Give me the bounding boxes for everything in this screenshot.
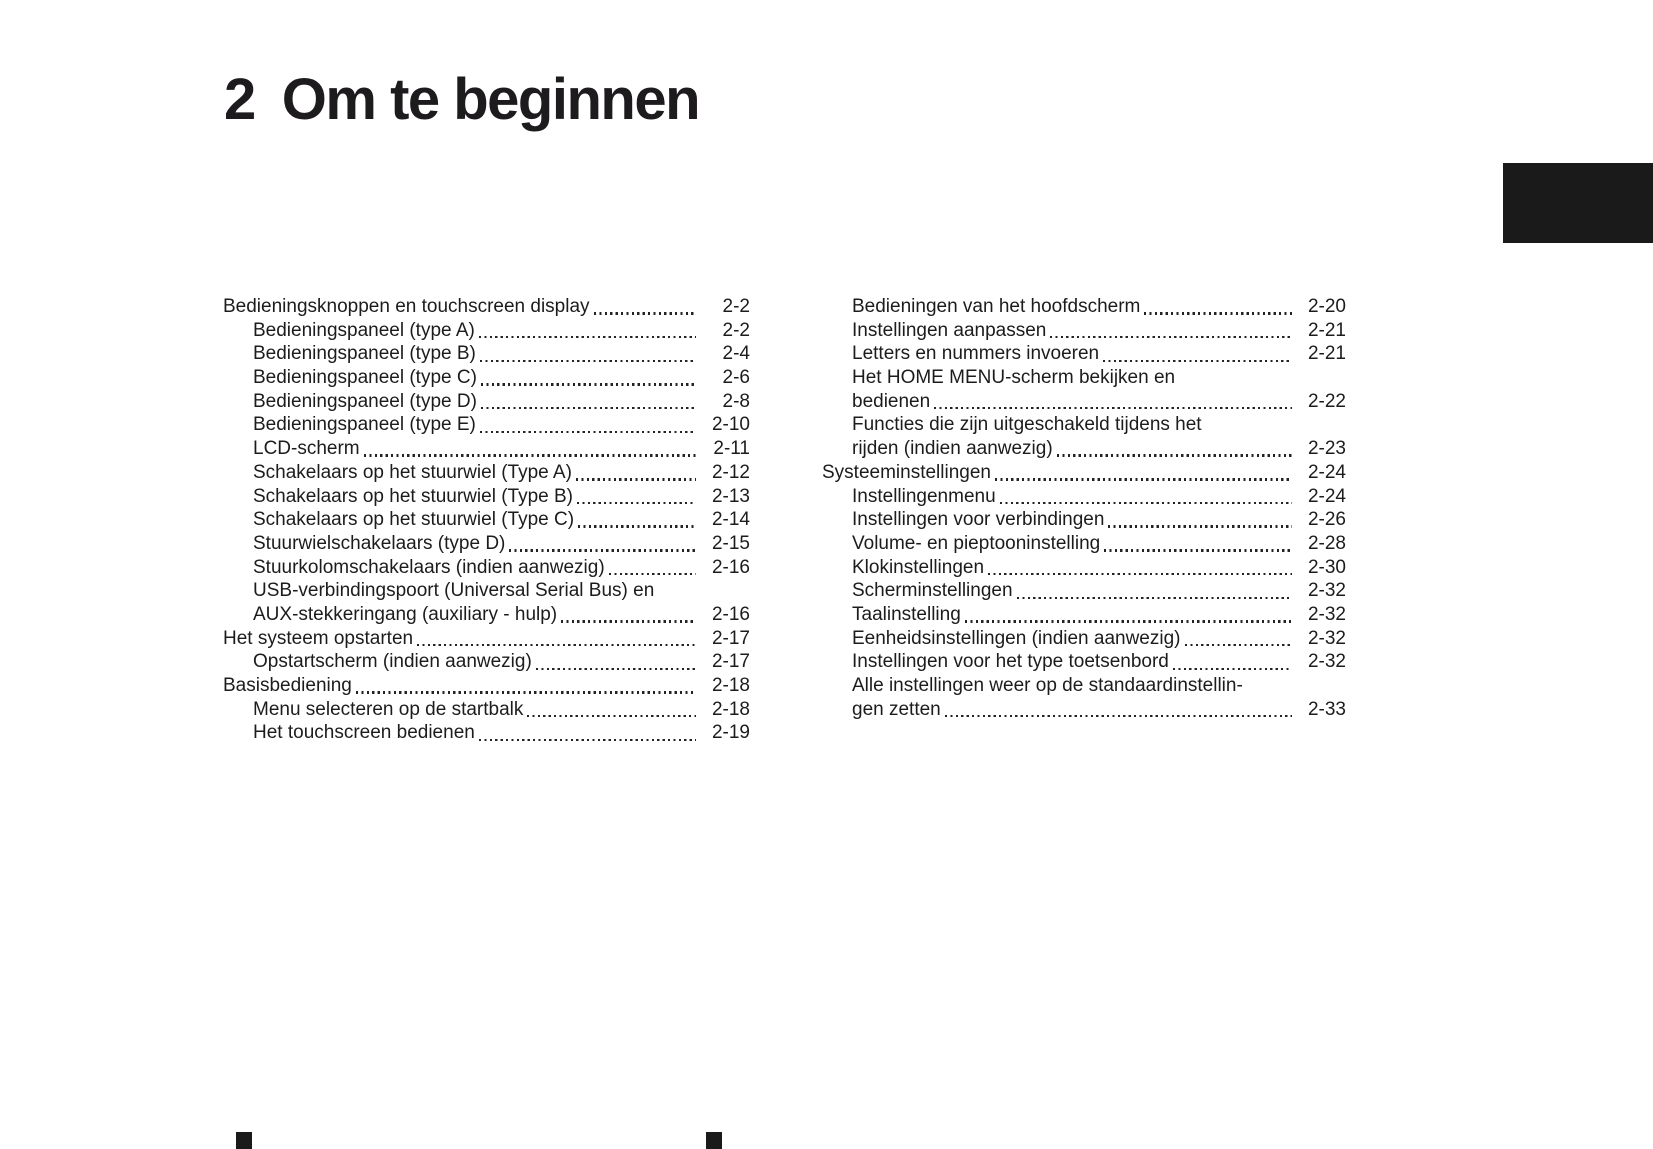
toc-entry-label: Bedieningspaneel (type B)	[253, 343, 476, 365]
leader-dots	[1104, 549, 1292, 551]
toc-entry	[822, 556, 1346, 580]
toc-entry	[223, 437, 750, 461]
toc-entry	[822, 413, 1346, 437]
toc-entry	[822, 627, 1346, 651]
toc-entry-page: 2-13	[711, 485, 750, 507]
leader-dots	[577, 502, 696, 504]
toc-entry	[223, 319, 750, 343]
leader-dots	[578, 525, 696, 527]
leader-dots	[1050, 336, 1292, 338]
toc-entry-label: Stuurwielschakelaars (type D)	[253, 532, 506, 554]
toc-entry-page: 2-8	[722, 390, 750, 412]
toc-entry-page: 2-16	[711, 603, 750, 625]
fold-mark-right	[706, 1132, 722, 1149]
toc-entry	[822, 698, 1346, 722]
toc-entry-page: 2-16	[711, 556, 750, 578]
leader-dots	[480, 360, 696, 362]
toc-entry-page: 2-24	[1307, 485, 1346, 507]
leader-dots	[364, 454, 696, 456]
leader-dots	[1185, 644, 1293, 646]
toc-entry-page: 2-26	[1307, 509, 1346, 531]
leader-dots	[561, 620, 696, 622]
toc-entry	[822, 461, 1346, 485]
toc-entry-label: Het systeem opstarten	[223, 627, 414, 649]
toc-entry	[822, 319, 1346, 343]
toc-entry-page: 2-17	[711, 627, 750, 649]
toc-entry-page: 2-22	[1307, 390, 1346, 412]
toc-entry-label: gen zetten	[852, 698, 941, 720]
toc-entry-page: 2-18	[711, 675, 750, 696]
toc-entry	[223, 295, 750, 319]
toc-entry-label: rijden (indien aanwezig)	[852, 438, 1053, 460]
toc-entry-label: Het HOME MENU-scherm bekijken en	[852, 367, 1176, 389]
toc-entry-label: Eenheidsinstellingen (indien aanwezig)	[852, 627, 1181, 649]
toc-entry	[822, 485, 1346, 509]
toc-entry-label: Bedieningsknoppen en touchscreen display	[223, 296, 590, 317]
chapter-heading	[224, 66, 699, 133]
leader-dots	[988, 573, 1292, 575]
toc-entry	[223, 579, 750, 603]
toc-entry-label: Schakelaars op het stuurwiel (Type A)	[253, 461, 572, 483]
toc-entry	[223, 556, 750, 580]
toc-entry	[822, 295, 1346, 319]
toc-entry	[223, 627, 750, 651]
leader-dots	[1173, 668, 1292, 670]
toc-entry	[223, 366, 750, 390]
toc-entry	[822, 650, 1346, 674]
toc-entry-page: 2-32	[1307, 627, 1346, 649]
toc-entry-label: AUX-stekkeringang (auxiliary - hulp)	[253, 603, 558, 625]
toc-entry-page: 2-14	[711, 509, 750, 531]
leader-dots	[480, 431, 696, 433]
chapter-side-tab	[1503, 163, 1653, 243]
toc-entry	[822, 366, 1346, 390]
leader-dots	[479, 336, 696, 338]
toc-entry-page: 2-15	[711, 532, 750, 554]
toc-entry-label: Instellingenmenu	[852, 485, 996, 507]
toc-entry	[822, 603, 1346, 627]
toc-entry-label: Klokinstellingen	[852, 556, 985, 578]
toc-entry	[822, 674, 1346, 698]
leader-dots	[934, 407, 1292, 409]
leader-dots	[965, 620, 1292, 622]
leader-dots	[1103, 360, 1292, 362]
toc-column-right	[822, 295, 1346, 721]
toc-entry-page: 2-18	[711, 698, 750, 720]
toc-entry-label: Taalinstelling	[852, 603, 961, 625]
toc-entry	[822, 342, 1346, 366]
leader-dots	[356, 691, 696, 693]
leader-dots	[527, 715, 696, 717]
toc-entry-label: Stuurkolomschakelaars (indien aanwezig)	[253, 556, 605, 578]
toc-entry-label: Schakelaars op het stuurwiel (Type C)	[253, 509, 575, 531]
toc-entry	[822, 508, 1346, 532]
toc-entry-page: 2-4	[722, 343, 750, 365]
leader-dots	[481, 407, 696, 409]
toc-entry-page: 2-6	[722, 367, 750, 389]
leader-dots	[417, 644, 696, 646]
leader-dots	[509, 549, 696, 551]
toc-entry	[223, 650, 750, 674]
toc-entry-page: 2-23	[1307, 438, 1346, 460]
toc-entry-label: Alle instellingen weer op de standaardinstellin-	[852, 675, 1243, 696]
toc-entry	[822, 532, 1346, 556]
leader-dots	[481, 383, 696, 385]
leader-dots	[1000, 502, 1292, 504]
toc-entry-label: Schakelaars op het stuurwiel (Type B)	[253, 485, 573, 507]
leader-dots	[945, 715, 1292, 717]
toc-entry-label: Systeeminstellingen	[822, 461, 991, 483]
toc-entry-page: 2-24	[1307, 461, 1346, 483]
toc-entry	[223, 390, 750, 414]
leader-dots	[609, 573, 696, 575]
toc-entry-label: Instellingen voor verbindingen	[852, 509, 1105, 531]
toc-entry-label: USB-verbindingspoort (Universal Serial Bus) en	[253, 580, 655, 602]
chapter-title: Om te beginnen	[281, 67, 700, 132]
toc-entry	[223, 413, 750, 437]
toc-entry	[822, 437, 1346, 461]
toc-entry-label: Scherminstellingen	[852, 580, 1013, 602]
toc-entry-label: Bedieningspaneel (type E)	[253, 414, 476, 436]
leader-dots	[594, 312, 696, 314]
toc-entry-label: Bedieningspaneel (type D)	[253, 390, 477, 412]
toc-entry-page: 2-21	[1307, 343, 1346, 365]
toc-entry-page: 2-21	[1307, 319, 1346, 341]
toc-entry-page: 2-19	[711, 722, 750, 744]
leader-dots	[1144, 312, 1292, 314]
toc-entry	[223, 603, 750, 627]
toc-entry-label: Bedieningspaneel (type C)	[253, 367, 477, 389]
leader-dots	[1108, 525, 1292, 527]
toc-entry-label: Bedieningen van het hoofdscherm	[852, 296, 1141, 317]
toc-entry-page: 2-30	[1307, 556, 1346, 578]
toc-entry	[822, 579, 1346, 603]
toc-entry-label: Het touchscreen bedienen	[253, 722, 475, 744]
toc-entry	[223, 698, 750, 722]
toc-entry	[223, 532, 750, 556]
toc-column-left	[223, 295, 750, 745]
toc-entry-page: 2-20	[1307, 296, 1346, 317]
toc-entry-label: Basisbediening	[223, 675, 352, 696]
leader-dots	[995, 478, 1292, 480]
toc-entry-label: Menu selecteren op de startbalk	[253, 698, 524, 720]
leader-dots	[1017, 597, 1292, 599]
leader-dots	[479, 739, 696, 741]
toc-entry-page: 2-32	[1307, 651, 1346, 673]
toc-entry-label: LCD-scherm	[253, 438, 360, 460]
toc-entry-label: Letters en nummers invoeren	[852, 343, 1100, 365]
toc-entry-page: 2-32	[1307, 580, 1346, 602]
leader-dots	[576, 478, 696, 480]
toc-entry	[223, 485, 750, 509]
toc-entry-page: 2-12	[711, 461, 750, 483]
toc-entry	[223, 508, 750, 532]
toc-entry-page: 2-11	[713, 438, 750, 460]
toc-entry-label: Instellingen voor het type toetsenbord	[852, 651, 1169, 673]
leader-dots	[1057, 454, 1292, 456]
toc-entry	[223, 721, 750, 745]
toc-entry-page: 2-10	[711, 414, 750, 436]
toc-entry	[223, 674, 750, 698]
toc-entry-label: Volume- en pieptooninstelling	[852, 532, 1101, 554]
toc-entry-label: Opstartscherm (indien aanwezig)	[253, 651, 532, 673]
leader-dots	[536, 668, 696, 670]
toc-entry	[223, 342, 750, 366]
toc-entry-label: bedienen	[852, 390, 931, 412]
toc-entry-label: Instellingen aanpassen	[852, 319, 1047, 341]
toc-entry	[223, 461, 750, 485]
toc-entry-page: 2-28	[1307, 532, 1346, 554]
toc-entry-page: 2-2	[722, 319, 750, 341]
toc-entry-label: Functies die zijn uitgeschakeld tijdens het	[852, 414, 1202, 436]
fold-mark-left	[236, 1132, 252, 1149]
toc-entry-page: 2-17	[711, 651, 750, 673]
toc-entry-page: 2-33	[1307, 698, 1346, 720]
toc-entry-label: Bedieningspaneel (type A)	[253, 319, 475, 341]
toc-entry-page: 2-32	[1307, 603, 1346, 625]
toc-entry-page: 2-2	[722, 296, 750, 317]
chapter-number: 2	[224, 67, 255, 132]
toc-entry	[822, 390, 1346, 414]
